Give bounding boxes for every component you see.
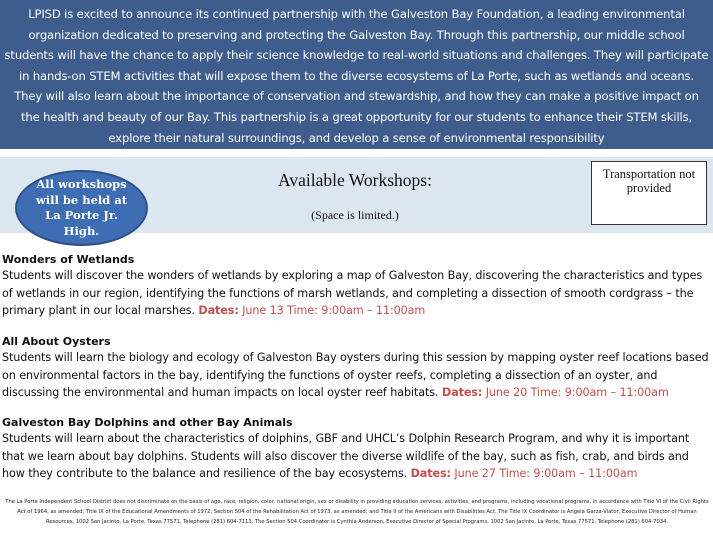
workshop-description: Students will learn the biology and ecology of Galveston Bay oysters during this session by mapping oyster reef locations based on environmental factors in the bay, identifying the functions of oyster reefs, completing a dissection of an oyster, and discussing the environmental and human impacts on local oyster reef habitats. Dates: June 20 Time: 9:00am – 11:00am <box>2 351 709 399</box>
dates-label: Dates: <box>410 467 451 480</box>
workshop-date: June 13 <box>242 304 284 317</box>
transportation-note: Transportation not provided <box>591 161 707 225</box>
workshop-dolphins <box>2 415 710 483</box>
workshop-wetlands <box>2 252 710 320</box>
workshop-title: Wonders of Wetlands <box>2 253 135 266</box>
dates-label: Dates: <box>441 386 483 399</box>
workshop-description: Students will discover the wonders of wetlands by exploring a map of Galveston Bay, discovering the characteristics and types of wetlands in our region, identifying the functions of marsh wetlands, and completing a dissection of smooth cordgrass – the primary plant in our local marshes. Dates: June 13 Time: 9:00am – 11:00am <box>2 269 703 317</box>
workshop-title: All About Oysters <box>2 335 111 348</box>
location-badge-text: All workshops will be held at La Porte Jr. High. <box>35 177 128 238</box>
workshop-description: Students will learn about the characteristics of dolphins, GBF and UHCL’s Dolphin Research Program, and why it is important that we learn about bay dolphins. Students will also discover the diverse wildlife of the bay, such as fish, crab, and birds and how they contribute to the balance and resilience of the bay ecosystems. Dates: June 27 Time: 9:00am – 11:00am <box>2 432 690 480</box>
workshop-time: Time: 9:00am – 11:00am <box>499 467 638 480</box>
workshop-time: Time: 9:00am – 11:00am <box>287 304 426 317</box>
workshop-date: June 27 <box>454 467 496 480</box>
workshop-time: Time: 9:00am – 11:00am <box>530 386 669 399</box>
workshops-title: Available Workshops: <box>278 170 432 190</box>
dates-label: Dates: <box>198 304 239 317</box>
workshop-oysters <box>2 334 710 402</box>
workshop-title: Galveston Bay Dolphins and other Bay Animals <box>2 416 293 429</box>
intro-banner <box>0 0 713 149</box>
nondiscrimination-footer: The La Porte Independent School District does not discriminate on the basis of age, race, religion, color, national origin, sex or disability in providing education services, activities, and programs, including vocational programs, in accordance with Title VI of the Civil Rights Act of 1964, as amended; Title IX of the Educational Amendments of 1972; Section 504 of the Rehabilitation Act of 1973, as amended; and Title II of the Americans with Disabilities Act. The Title IX Coordinator is Angela Garza-Viator, Executive Director of Human Resources, 1002 San Jacinto, La Porte, Texas 77571, Telephone (281) 604-7113. The Section 504 Coordinator is Cynthia Anderson, Executive Director of Special Programs, 1002 San Jacinto, La Porte, Texas 77571, Telephone (281) 604-7034. <box>5 499 709 525</box>
location-badge <box>15 170 148 246</box>
intro-text: LPISD is excited to announce its continued partnership with the Galveston Bay Foundation, a leading environmental organization dedicated to preserving and protecting the Galveston Bay. Through this partnership, our middle school students will have the chance to apply their science knowledge to real-world situations and challenges. They will participate in hands-on STEM activities that will expose them to the diverse ecosystems of La Porte, such as wetlands and oceans. They will also learn about the importance of conservation and stewardship, and how they can make a positive impact on the health and beauty of our Bay. This partnership is a great opportunity for our students to enhance their STEM skills, explore their natural surroundings, and develop a sense of environmental responsibility <box>4 7 709 145</box>
workshop-date: June 20 <box>485 386 528 399</box>
workshops-subtitle: (Space is limited.) <box>311 208 399 222</box>
